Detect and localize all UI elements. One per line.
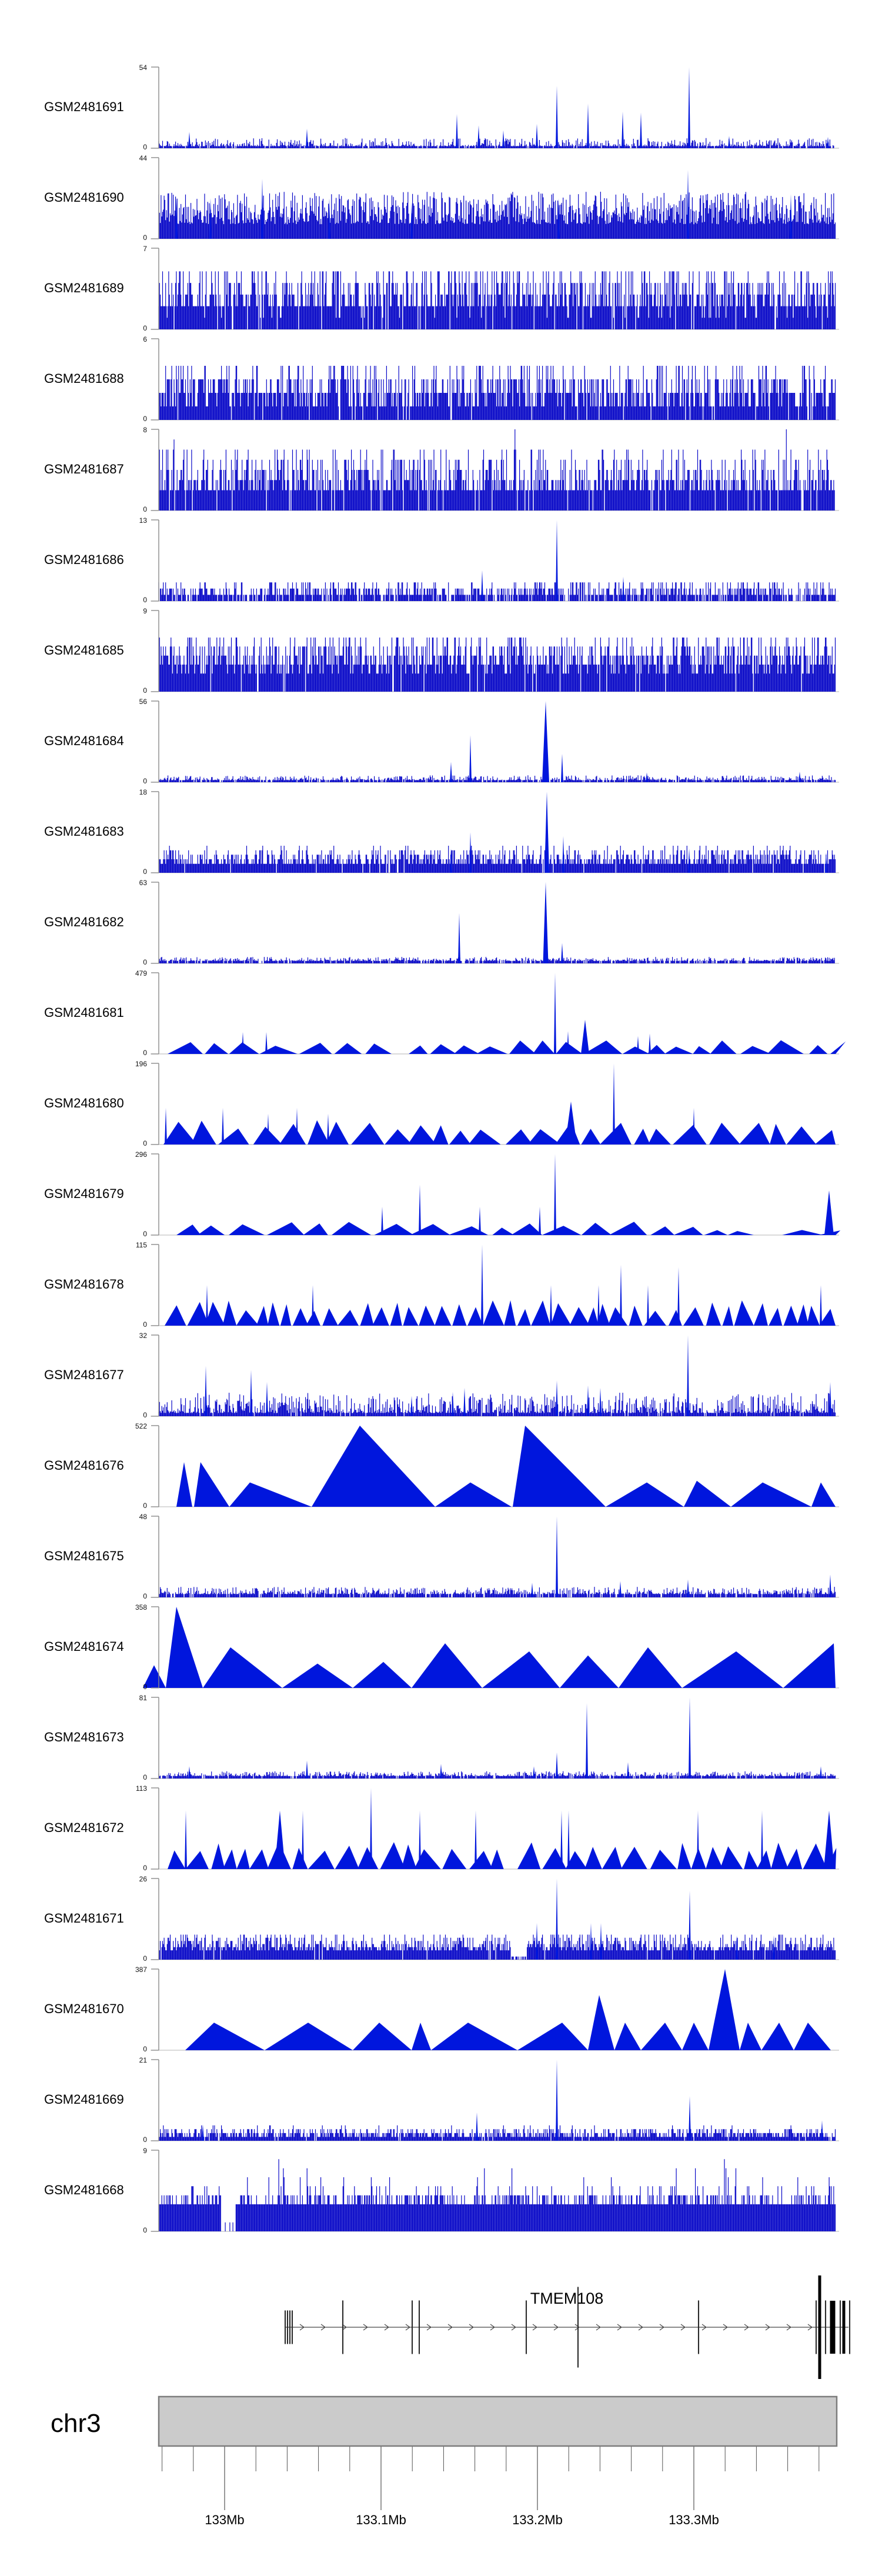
track-label: GSM2481684 bbox=[44, 733, 124, 748]
y-axis-zero-value: 0 bbox=[143, 2045, 147, 2053]
track-label: GSM2481674 bbox=[44, 1639, 124, 1654]
track-label: GSM2481686 bbox=[44, 552, 124, 567]
y-axis-max-value: 358 bbox=[135, 1603, 147, 1611]
chromosome-label: chr3 bbox=[51, 2409, 101, 2438]
track-GSM2481691 bbox=[151, 67, 839, 148]
y-axis-max-value: 6 bbox=[143, 335, 147, 343]
track-label: GSM2481681 bbox=[44, 1005, 124, 1020]
y-axis-zero-value: 0 bbox=[143, 505, 147, 513]
gene-exon bbox=[843, 2301, 846, 2354]
gene-exon bbox=[285, 2311, 286, 2344]
y-axis-max-value: 196 bbox=[135, 1060, 147, 1068]
gene-name-label: TMEM108 bbox=[530, 2290, 604, 2307]
track-label: GSM2481685 bbox=[44, 643, 124, 658]
track-GSM2481671 bbox=[151, 1878, 839, 1960]
y-axis-zero-value: 0 bbox=[143, 777, 147, 785]
track-GSM2481685 bbox=[151, 610, 839, 692]
track-GSM2481676 bbox=[151, 1426, 839, 1507]
track-label: GSM2481678 bbox=[44, 1277, 124, 1292]
gene-exon bbox=[816, 2301, 817, 2354]
y-axis-zero-value: 0 bbox=[143, 1411, 147, 1419]
track-GSM2481684 bbox=[151, 701, 839, 782]
chromosome-ruler bbox=[159, 2397, 837, 2510]
y-axis-max-value: 32 bbox=[139, 1332, 147, 1340]
track-label: GSM2481679 bbox=[44, 1186, 124, 1201]
y-axis-max-value: 13 bbox=[139, 516, 147, 525]
y-axis-max-value: 18 bbox=[139, 788, 147, 796]
track-GSM2481680 bbox=[151, 1063, 839, 1144]
y-axis-max-value: 8 bbox=[143, 426, 147, 434]
track-label: GSM2481682 bbox=[44, 915, 124, 929]
track-label: GSM2481672 bbox=[44, 1820, 124, 1835]
y-axis-zero-value: 0 bbox=[143, 1320, 147, 1329]
y-axis-zero-value: 0 bbox=[143, 1954, 147, 1963]
y-axis-max-value: 115 bbox=[135, 1241, 147, 1249]
y-axis-zero-value: 0 bbox=[143, 867, 147, 876]
gene-exon bbox=[830, 2301, 836, 2354]
ruler-coordinate-label: 133Mb bbox=[205, 2512, 245, 2527]
ruler-coordinate-label: 133.3Mb bbox=[669, 2512, 719, 2527]
ruler-coordinate-label: 133.2Mb bbox=[512, 2512, 563, 2527]
y-axis-max-value: 522 bbox=[135, 1422, 147, 1430]
track-GSM2481682 bbox=[151, 882, 839, 963]
y-axis-max-value: 48 bbox=[139, 1513, 147, 1521]
y-axis-zero-value: 0 bbox=[143, 1864, 147, 1872]
ruler-coordinate-label: 133.1Mb bbox=[356, 2512, 406, 2527]
y-axis-max-value: 479 bbox=[135, 969, 147, 977]
gene-exon bbox=[419, 2301, 420, 2354]
y-axis-zero-value: 0 bbox=[143, 1139, 147, 1147]
y-axis-max-value: 9 bbox=[143, 607, 147, 615]
y-axis-zero-value: 0 bbox=[143, 415, 147, 423]
y-axis-max-value: 44 bbox=[139, 154, 147, 162]
track-GSM2481681 bbox=[151, 973, 846, 1054]
track-GSM2481669 bbox=[151, 2060, 839, 2141]
track-GSM2481689 bbox=[151, 248, 839, 329]
y-axis-max-value: 56 bbox=[139, 698, 147, 706]
y-axis-zero-value: 0 bbox=[143, 324, 147, 332]
y-axis-zero-value: 0 bbox=[143, 1773, 147, 1781]
track-GSM2481668 bbox=[151, 2150, 839, 2231]
y-axis-max-value: 296 bbox=[135, 1150, 147, 1159]
y-axis-max-value: 387 bbox=[135, 1966, 147, 1974]
chromosome-bar bbox=[159, 2397, 837, 2446]
track-GSM2481688 bbox=[151, 339, 839, 420]
y-axis-zero-value: 0 bbox=[143, 143, 147, 151]
track-label: GSM2481677 bbox=[44, 1367, 124, 1382]
y-axis-zero-value: 0 bbox=[143, 1501, 147, 1510]
y-axis-max-value: 21 bbox=[139, 2056, 147, 2064]
track-label: GSM2481689 bbox=[44, 281, 124, 295]
track-label: GSM2481683 bbox=[44, 824, 124, 839]
y-axis-zero-value: 0 bbox=[143, 1592, 147, 1600]
track-GSM2481670 bbox=[151, 1969, 839, 2050]
y-axis-max-value: 63 bbox=[139, 879, 147, 887]
y-axis-zero-value: 0 bbox=[143, 686, 147, 695]
y-axis-max-value: 113 bbox=[135, 1784, 147, 1793]
gene-exon bbox=[526, 2301, 527, 2354]
track-GSM2481672 bbox=[151, 1788, 839, 1869]
gene-exon bbox=[840, 2301, 841, 2354]
track-GSM2481683 bbox=[151, 792, 839, 873]
track-label: GSM2481691 bbox=[44, 99, 124, 114]
y-axis-zero-value: 0 bbox=[143, 1683, 147, 1691]
track-label: GSM2481669 bbox=[44, 2092, 124, 2107]
track-label: GSM2481671 bbox=[44, 1911, 124, 1926]
track-label: GSM2481668 bbox=[44, 2183, 124, 2197]
y-axis-zero-value: 0 bbox=[143, 2226, 147, 2234]
track-GSM2481690 bbox=[151, 158, 839, 239]
track-GSM2481677 bbox=[151, 1335, 839, 1416]
y-axis-max-value: 26 bbox=[139, 1875, 147, 1883]
track-GSM2481673 bbox=[151, 1697, 839, 1778]
track-label: GSM2481687 bbox=[44, 462, 124, 476]
track-GSM2481679 bbox=[151, 1154, 840, 1235]
track-GSM2481687 bbox=[151, 429, 839, 510]
y-axis-max-value: 54 bbox=[139, 64, 147, 72]
track-GSM2481674 bbox=[143, 1607, 839, 1688]
track-label: GSM2481673 bbox=[44, 1730, 124, 1744]
gene-exon bbox=[818, 2275, 821, 2379]
track-GSM2481678 bbox=[151, 1244, 839, 1326]
gene-exon bbox=[412, 2301, 413, 2354]
y-axis-max-value: 9 bbox=[143, 2147, 147, 2155]
y-axis-zero-value: 0 bbox=[143, 1230, 147, 1238]
track-label: GSM2481690 bbox=[44, 190, 124, 205]
y-axis-zero-value: 0 bbox=[143, 233, 147, 242]
track-label: GSM2481688 bbox=[44, 371, 124, 386]
y-axis-zero-value: 0 bbox=[143, 2135, 147, 2144]
track-label: GSM2481676 bbox=[44, 1458, 124, 1473]
y-axis-zero-value: 0 bbox=[143, 1049, 147, 1057]
y-axis-max-value: 7 bbox=[143, 245, 147, 253]
track-GSM2481675 bbox=[151, 1516, 839, 1597]
gene-exon bbox=[292, 2311, 293, 2344]
y-axis-zero-value: 0 bbox=[143, 958, 147, 966]
track-label: GSM2481670 bbox=[44, 2001, 124, 2016]
track-label: GSM2481675 bbox=[44, 1549, 124, 1563]
y-axis-max-value: 81 bbox=[139, 1694, 147, 1702]
track-GSM2481686 bbox=[151, 520, 839, 601]
y-axis-zero-value: 0 bbox=[143, 596, 147, 604]
track-label: GSM2481680 bbox=[44, 1096, 124, 1110]
